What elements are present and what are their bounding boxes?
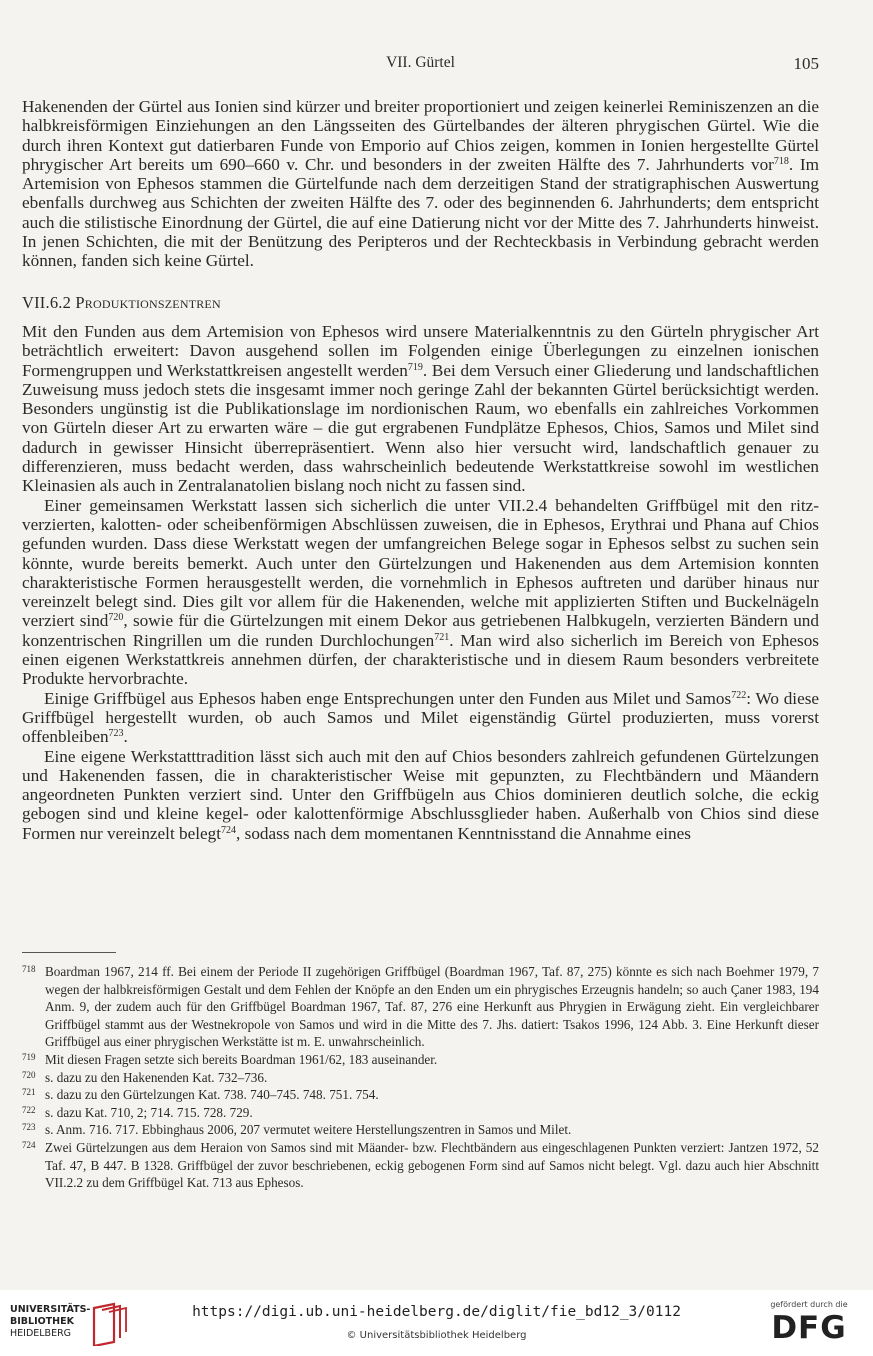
footnote-number: 722 [22,1104,36,1115]
footnote [22,1121,819,1139]
body-text [22,97,819,843]
paragraph-5: Eine eigene Werkstatttradition lässt sich auch mit den auf Chios besonders zahlreich gefundenen Gürtelzungen und Hakenenden fassen, die in charakteristischer Weise mit gepunzten, zu Flechtbändern und Mäandern angeordneten Punkten verziert sind. Unter den Griffbügeln aus Chios dominieren deutlich solche, die eckig gebogen sind und kleine kegel- oder kalottenförmige Abschlussglieder haben. Außerhalb von Chios sind diese Formen nur vereinzelt belegt$^{724}$, sodass nach dem momentanen Kenntnisstand die Annahme eines [22,746,819,843]
footnote-number: 720 [22,1069,36,1080]
footnote [22,1104,819,1122]
footnote-text: s. dazu zu den Gürtelzungen Kat. 738. 740–745. 748. 751. 754. [45,1087,379,1103]
footnote-ref[interactable]: 724 [221,824,237,836]
footnote [22,1139,819,1192]
footnote-ref[interactable]: 720 [108,612,124,624]
footnote [22,963,819,1051]
footnote-text: s. dazu Kat. 710, 2; 714. 715. 728. 729. [45,1104,253,1120]
footnote-text: Mit diesen Fragen setzte sich bereits Boardman 1961/62, 183 auseinander. [45,1051,438,1067]
footnote-ref[interactable]: 723 [108,728,124,740]
paragraph-2: Mit den Funden aus dem Artemision von Ephesos wird unsere Materialkenntnis zu den Gürteln phrygischer Art beträchtlich erweitert: Davon ausgehend sollen im Folgenden einige Überlegungen zu einzelnen ionischen Formengruppen und Werkstattkreisen angestellt werden$^{719}$. Bei dem Versuch einer Gliederung und landschaftlichen Zuweisung muss jedoch stets die insgesamt immer noch geringe Zahl der bekannten Gürtel berücksichtigt werden. Besonders ungünstig ist die Publikationslage im nordionischen Raum, wo ebenfalls ein zahlreiches Vorkommen von Gürteln dieser Art zu erwarten wäre – die gut ergrabenen Fundplätze Ephesos, Chios, Samos und Milet sind dadurch in gewisser Hinsicht überrepräsentiert. Wenn also hier versucht wird, landschaftlich genauer zu differenzieren, muss bedacht werden, dass wahrscheinlich bedeutende Werkstattkreise sowohl im westlichen Kleinasien als auch in Zentralanatolien bislang noch nicht zu fassen sind. [22,321,819,496]
funder-logo: DFG [771,1310,847,1346]
funder-caption: gefördert durch die [770,1300,848,1309]
footnote [22,1069,819,1087]
section-number: VII.6.2 [22,292,72,312]
footnote-ref[interactable]: 718 [773,155,789,167]
footnote-number: 718 [22,964,36,974]
footnote-ref[interactable]: 719 [407,361,423,373]
footnote-rule [22,952,116,953]
viewer-footer [0,1290,873,1356]
running-title: VII. Gürtel [386,54,455,71]
footnote-number: 719 [22,1051,36,1062]
running-head [22,54,819,78]
footnote-text: Zwei Gürtelzungen aus dem Heraion von Samos sind mit Mäander- bzw. Flechtbändern aus eingeschlagenen Punkten verziert: Jantzen 1972, 52 Taf. 47, B 447. B 1328. Griffbügel der zuvor beschriebenen, eckig gebogenen Form sind auf Samos nicht belegt. Vgl. dazu auch hier Abschnitt VII.2.2 zu dem Griffbügel Kat. 713 aus Ephesos. [45,1139,819,1191]
footnote-text: s. dazu zu den Hakenenden Kat. 732–736. [45,1069,268,1085]
footnote-number: 723 [22,1122,36,1133]
footnote-ref[interactable]: 721 [434,631,450,643]
footnote-number: 721 [22,1087,36,1098]
footnote-ref[interactable]: 722 [731,689,747,701]
permalink-url[interactable]: https://digi.ub.uni-heidelberg.de/diglit/fie_bd12_3/0112 [192,1304,681,1320]
dfg-logo[interactable] [761,1300,857,1345]
footnotes [22,963,819,1192]
footnote [22,1051,819,1069]
section-heading [22,293,819,312]
page-number: 105 [793,54,819,73]
footnote-text: Boardman 1967, 214 ff. Bei einem der Periode II zugehörigen Griffbügel (Boardman 1967, Taf. 87, 275) könnte es sich nach Boehmer 1979, 7 wegen der halbkreisförmigen Gestalt und dem Fehlen der Knöpfe an den Enden um ein phrygisches Erzeugnis handeln; so auch Çaner 1983, 194 Anm. 9, der zudem auch für den Griffbügel Boardman 1967, Taf. 87, 276 eine Herkunft aus Phrygien in Erwägung zieht. Ein vergleichbarer Griffbügel stammt aus der Westnekropole von Samos und wird in die Mitte des 7. Jhs. datiert: Tsakos 1996, 124 Abb. 3. Eine Herkunft dieser Griffbügel aus einer phrygischen Werkstätte ist m. E. unwahrscheinlich. [45,964,819,1050]
paragraph-1: Hakenenden der Gürtel aus Ionien sind kürzer und breiter proportioniert und zeigen keinerlei Reminiszenzen an die halbkreisförmigen Einziehungen an den Längsseiten des Gürtelbandes der älteren phrygischen Gürtel. Wie die durch ihren Kontext gut datierbaren Funde von Emporio auf Chios zeigen, kommen in Ionien hergestellte Gürtel phrygischer Art bereits um 690–660 v. Chr. und besonders in der zweiten Hälfte des 7. Jahrhunderts vor$^{718}$. Im Artemision von Ephesos stammen die Gürtelfunde nach dem derzeitigen Stand der stratigraphischen Auswertung ebenfalls durchweg aus Schichten der zweiten Hälfte des 7. oder des beginnenden 6. Jahrhunderts; dem entspricht auch die stilistische Einordnung der Gürtel, die auf eine Datierung nicht vor der Mitte des 7. Jahrhunderts hinweist. In jenen Schichten, die mit der Benützung des Peripteros und der Rechteckbasis in Verbindung gebracht werden können, fanden sich keine Gürtel. [22,97,819,271]
library-name: UNIVERSITÄTS- BIBLIOTHEK HEIDELBERG [10,1304,91,1339]
footnote-text: s. Anm. 716. 717. Ebbinghaus 2006, 207 vermutet weitere Herstellungszentren in Samos und Milet. [45,1122,572,1138]
footnote [22,1086,819,1104]
paragraph-4: Einige Griffbügel aus Ephesos haben enge Entsprechungen unter den Funden aus Milet und Samos$^{722}$: Wo diese Griffbügel hergestellt wurden, ob auch Samos und Milet eigenständig Gürtel produzierten, muss vorerst offenbleiben$^{723}$. [22,688,820,747]
section-title: Produktionszentren [75,292,221,312]
copyright-notice: © Universitätsbibliothek Heidelberg [346,1330,527,1341]
paragraph-3: Einer gemeinsamen Werkstatt lassen sich sicherlich die unter VII.2.4 behandelten Griffbügel mit den ritzverzierten, kalotten- oder scheibenförmigen Abschlüssen zuweisen, die in Ephesos, Erythrai und Phana auf Chios gefunden wurden. Dass diese Werkstatt wegen der umfangreichen Belege sogar in Ephesos selbst zu suchen sein könnte, wurde bereits bemerkt. Auch unter den Gürtelzungen und Hakenenden aus dem Artemision konnten charakteristische Formen herausgestellt werden, die vornehmlich in Ephesos auftreten und darüber hinaus nur vereinzelt belegt sind. Dies gilt vor allem für die Hakenenden, welche mit applizierten Stiften und Buckelnägeln verziert sind$^{720}$, sowie für die Gürtelzungen mit einem Dekor aus getriebenen Halbkugeln, verzierten Bändern und konzentrischen Ringrillen um die runden Durchlochungen$^{721}$. Man wird also sicherlich im Bereich von Ephesos einen eigenen Werkstattkreis annehmen dürfen, der charakteristische und in diesem Raum besonders verbreitete Produkte hervorbrachte. [22,495,819,689]
footnote-number: 724 [22,1139,36,1150]
